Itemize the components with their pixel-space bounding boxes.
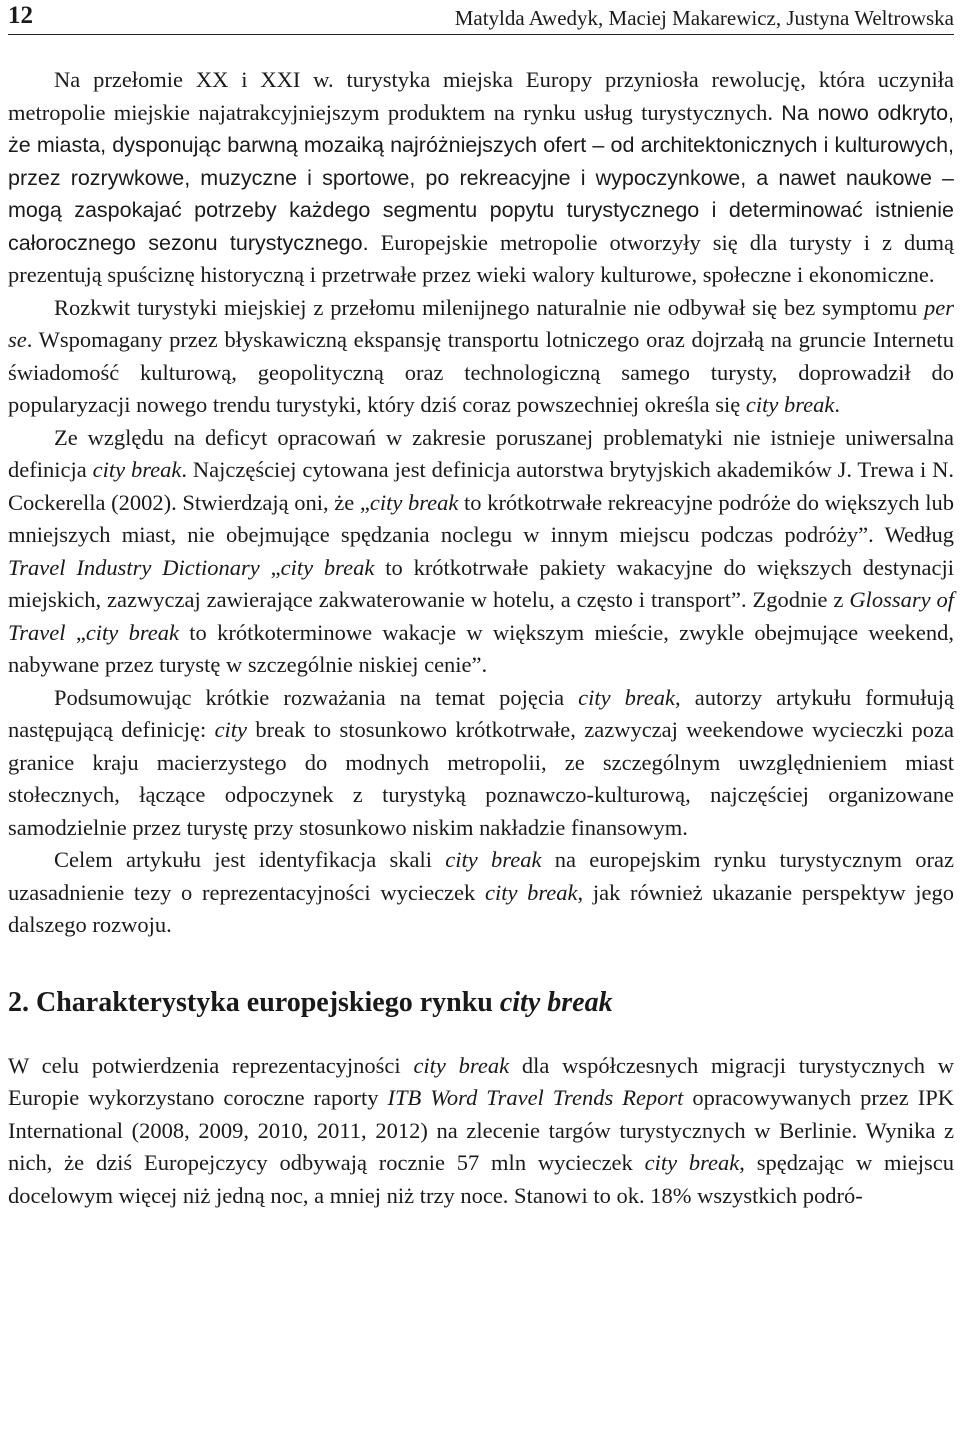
p6-italic: ITB Word Travel Trends Report xyxy=(387,1085,684,1110)
paragraph-2 xyxy=(8,292,954,422)
p4-italic: city xyxy=(214,717,248,742)
p6-text: opracowywanych przez IPK International (2008, 2009, 2010, 2011, 2012) na zlecenie targów turystycznych w Berlinie. Wynika z nich, że dziś Europejczycy odbywają rocznie 57 mln wycieczek xyxy=(8,1085,955,1175)
p5-text: Celem artykułu jest identyfikacja skali xyxy=(54,847,446,872)
p3-text: „ xyxy=(259,554,281,580)
p3-italic: city break xyxy=(369,489,459,515)
p5-italic: city break xyxy=(484,879,578,905)
p5-text: , jak również ukazanie perspektyw jego dalszego rozwoju. xyxy=(8,879,954,937)
document-page xyxy=(8,0,954,1212)
p5-text: na europejskim rynku turystycznym oraz uzasadnienie tezy o reprezentacyjności wycieczek xyxy=(8,847,954,905)
p2-italic: city break xyxy=(745,392,835,417)
p6-text: , spędzając w miejscu docelowym więcej niż jedną noc, a mniej niż trzy noce. Stanowi to ok. 18% wszystkich podró- xyxy=(8,1150,955,1208)
p3-text: Ze względu na deficyt opracowań w zakresie poruszanej problematyki nie istnieje uniwersalna definicja xyxy=(8,424,954,482)
running-title: Matylda Awedyk, Maciej Makarewicz, Justyna Weltrowska xyxy=(454,6,954,30)
p1-sentence-1: Na przełomie XX i XXI w. turystyka miejska Europy przyniosła rewolucję, która uczyniła metropolie miejskie najatrakcyjniejszym produktem na rynku usług turystycznych. xyxy=(8,67,954,125)
p3-italic: Travel Industry Dictionary xyxy=(8,554,260,580)
p6-italic: city break xyxy=(413,1052,510,1078)
p4-text: , autorzy artykułu formułują następującą definicję: xyxy=(8,684,954,742)
p5-italic: city break xyxy=(445,847,542,872)
section-heading-text: 2. Charakterystyka europejskiego rynku xyxy=(8,986,500,1018)
p1-sentence-3: Europejskie metropolie otworzyły się dla turysty i z dumą prezentują spuściznę historyczną i przetrwałe przez wieki walory kulturowe, społeczne i ekonomiczne. xyxy=(8,229,954,287)
p2-italic: per se xyxy=(8,294,954,352)
p1-sentence-2: Na nowo odkryto, że miasta, dysponując barwną mozaiką najróżniejszych ofert – od architektonicznych i kulturowych, przez rozrywkowe, muzyczne i sportowe, po rekreacyjne i wypoczynkowe, a nawet naukowe – mogą zaspokajać potrzeby każdego segmentu popytu turystycznego i determinować istnienie całorocznego sezonu turystycznego. xyxy=(8,100,955,255)
p2-text: Rozkwit turystyki miejskiej z przełomu milenijnego naturalnie nie odbywał się bez symptomu xyxy=(54,294,924,320)
paragraph-5 xyxy=(8,844,954,942)
paragraph-3 xyxy=(8,422,954,682)
paragraph-6 xyxy=(8,1050,954,1213)
p3-text: to krótkotrwałe rekreacyjne podróże do większych lub mniejszych miast, nie obejmujące spędzania noclegu w innym miejscu podczas podróży”. Według xyxy=(8,489,954,547)
page-number: 12 xyxy=(8,2,33,29)
p3-text: to krótkotrwałe pakiety wakacyjne do większych destynacji miejskich, zazwyczaj zawierające zakwaterowanie w hotelu, a często i transport”. Zgodnie z xyxy=(8,554,954,612)
p3-text: to krótkoterminowe wakacje w większym mieście, zwykle obejmujące weekend, nabywane przez turystę w szczególnie niskiej cenie”. xyxy=(8,619,954,677)
p4-italic: city break xyxy=(578,684,676,710)
paragraph-4 xyxy=(8,682,954,845)
p3-italic: city break xyxy=(92,457,182,482)
p3-italic: city break xyxy=(85,619,179,645)
p6-italic: city break xyxy=(644,1150,740,1175)
p3-italic: Glossary of Travel xyxy=(8,587,954,645)
p2-text: . Wspomagany przez błyskawiczną ekspansję transportu lotniczego oraz dojrzałą na gruncie Internetu świadomość kulturową, geopolityczną oraz technologiczną samego turysty, doprowadził do popularyzacji nowego trendu turystyki, który dziś coraz powszechniej określa się xyxy=(8,327,954,417)
p2-text: . xyxy=(834,392,841,417)
p3-text: „ xyxy=(65,619,86,645)
p4-text: break to stosunkowo krótkotrwałe, zazwyczaj weekendowe wycieczki poza granice kraju macierzystego do modnych metropolii, ze szczególnym uwzględnieniem miast stołecznych, łączące odpoczynek z turystyką poznawczo-kulturową, najczęściej organizowane samodzielnie przez turystę przy stosunkowo niskim nakładzie finansowym. xyxy=(8,717,954,840)
p3-italic: city break xyxy=(280,554,375,580)
running-header xyxy=(8,0,954,35)
p6-text: W celu potwierdzenia reprezentacyjności xyxy=(8,1052,414,1078)
section-heading xyxy=(8,986,954,1020)
paragraph-1 xyxy=(8,64,954,292)
p3-text: . Najczęściej cytowana jest definicja autorstwa brytyjskich akademików J. Trewa i N. Cockerella (2002). Stwierdzają oni, że „ xyxy=(8,457,954,515)
p6-text: dla współczesnych migracji turystycznych w Europie wykorzystano coroczne raporty xyxy=(8,1052,954,1110)
body-text xyxy=(8,64,954,1212)
section-heading-italic: city break xyxy=(499,986,613,1018)
p4-text: Podsumowując krótkie rozważania na temat pojęcia xyxy=(54,684,579,710)
